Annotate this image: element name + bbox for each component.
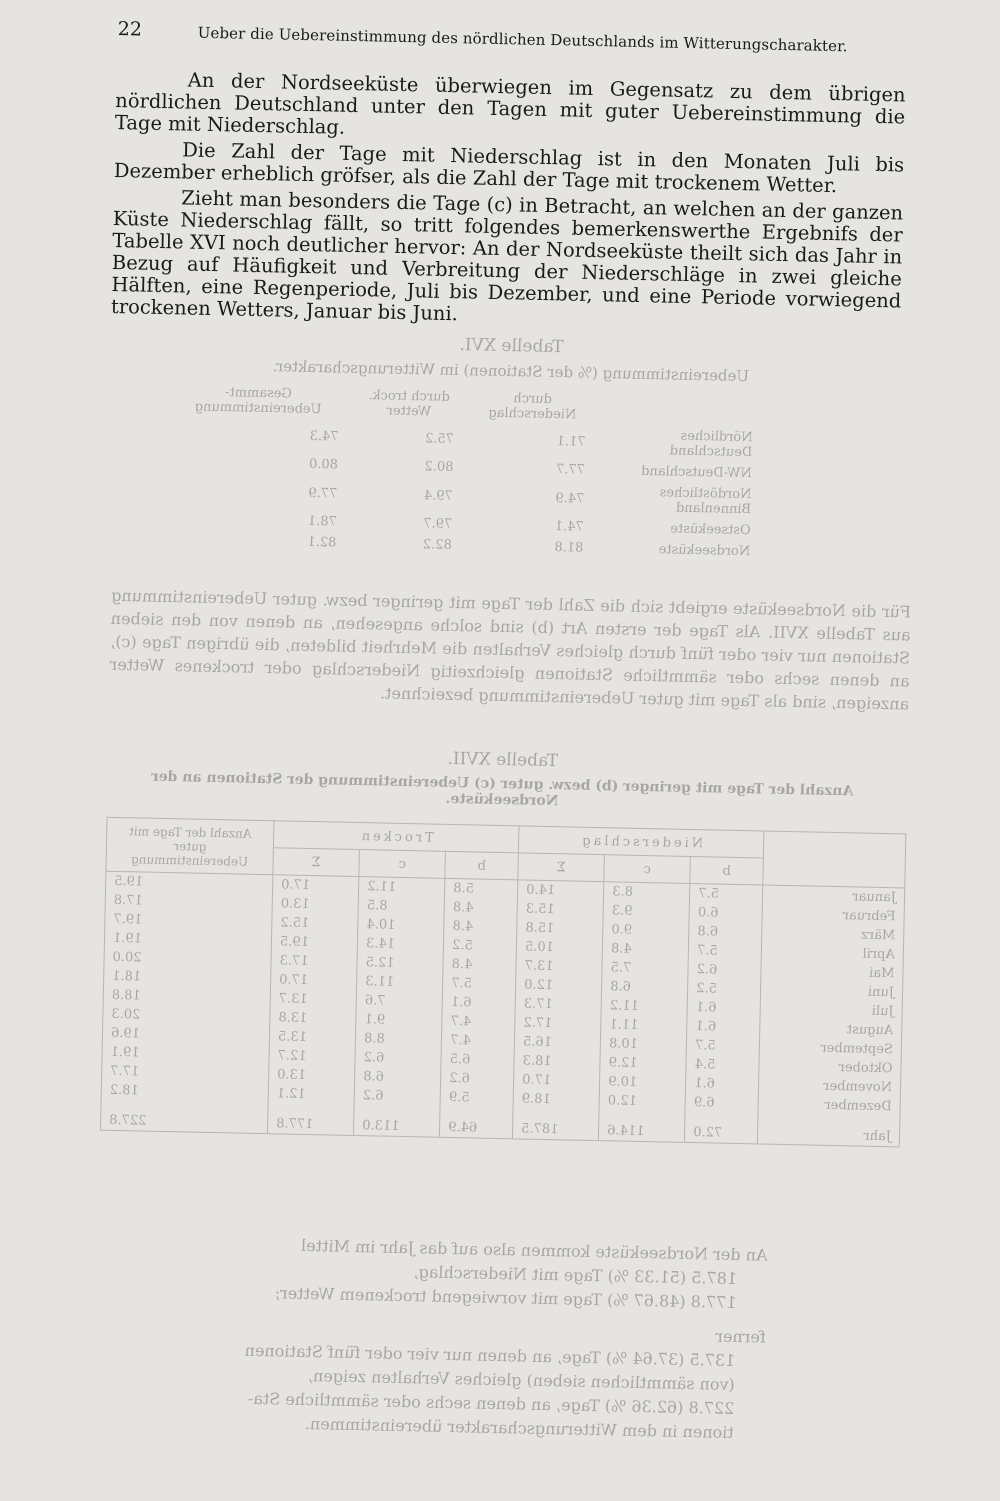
table16-cell: NW-Deutschland (640, 463, 753, 482)
table17-cell: 9.1 (356, 1010, 442, 1031)
table17-sum-cell: Jahr (757, 1113, 899, 1146)
table17-cell: 4.8 (444, 917, 517, 938)
table17-cell: 8.5 (358, 896, 444, 917)
bleed-through-reverse (83, 322, 916, 1469)
table16-cell: 74.9 (555, 490, 585, 507)
table17-cell: 9.0 (603, 920, 689, 941)
table17-cell: 19.5 (271, 932, 358, 953)
table17-cell: Oktober (759, 1056, 901, 1078)
table17-cell: 5.8 (445, 878, 518, 899)
table17-sum-cell: 113.0 (354, 1105, 441, 1137)
table17-cell: September (759, 1037, 901, 1059)
table17-cell: 6.0 (689, 903, 762, 924)
paragraph: Die Zahl der Tage mit Niederschlag ist in den Monaten Juli bis Dezember erheblich gröfser, als die Zahl der Tage mit trockenem Wetter. (113, 138, 905, 198)
bleed-line: 177.8 (48.67 %) Tage mit vorwiegend trockenem Wetter; (274, 1283, 737, 1313)
bleed-paragraph (109, 584, 911, 716)
table17-cell: 15.3 (517, 899, 603, 920)
table16-cell: 80.0 (308, 456, 339, 473)
table17-cell: Februar (762, 904, 904, 926)
table17-cell: November (758, 1075, 900, 1097)
table17-cell: 17.0 (272, 875, 359, 896)
table17-cell: 17.3 (271, 951, 358, 972)
table17-cell: 14.0 (518, 880, 604, 901)
table17-cell: 17.8 (105, 891, 272, 913)
table17-sum-cell: 64.9 (440, 1107, 514, 1139)
table17-cell: 11.2 (601, 996, 687, 1017)
table17-cell: 19.1 (102, 1043, 269, 1065)
table17-group-niederschlag: Niederschlag (518, 826, 764, 858)
table17-cell: 19.5 (106, 871, 273, 894)
table17-sum-cell: 177.8 (267, 1103, 354, 1135)
table17-cell: März (762, 923, 904, 945)
table17-cell: 13.0 (268, 1065, 355, 1086)
running-title: Ueber die Uebereinstimmung des nördlichen Deutschlands im Witterungscharakter. (197, 23, 848, 56)
table17-cell: 19.7 (105, 910, 272, 932)
table17-cell: 6.8 (602, 977, 688, 998)
table17-cell: 13.7 (270, 989, 357, 1010)
body-text (111, 68, 906, 338)
table17-cell: 9.3 (603, 901, 689, 922)
table17-cell: 4.8 (444, 898, 517, 919)
bleed-line: 187.5 (51.33 %) Tage mit Niederschlag, (413, 1262, 738, 1289)
table17-subheader-cell: b (445, 851, 518, 880)
table17-cell: 8.3 (604, 882, 690, 903)
table17 (100, 817, 906, 1148)
table17-subheader-cell: c (359, 850, 446, 879)
table17-total-header: Anzahl der Tage mit guter Uebereinstimmung (106, 817, 274, 874)
table16-cell: 75.2 (424, 430, 455, 447)
table17-cell: 8.8 (355, 1029, 441, 1050)
page-number: 22 (117, 18, 143, 41)
table17-sum-cell: 187.5 (512, 1108, 599, 1140)
table16-header-cell: Gesammt-Uebereinstimmung (194, 385, 322, 418)
table17-cell: August (760, 1018, 902, 1040)
table16-cell: 79.7 (423, 516, 453, 532)
table17-cell: Mai (761, 961, 903, 983)
table16-cell: 71.1 (556, 433, 586, 450)
paragraph: Zieht man besonders die Tage (c) in Betracht, an welchen an der ganzen Küste Niederschlag fällt, so tritt folgendes bemerkenswerthe Ergebnifs der Tabelle XVI noch deutlicher hervor: An der Nordseeküste theilt sich das Jahr in Bezug auf Häufigkeit und Verbreitung der Niederschläge in zwei gleiche Hälften, eine Regenperiode, Juli bis Dezember, und eine Periode vorwiegend trockenen Wetters, Januar bis Juni. (110, 186, 904, 326)
table16 (162, 383, 765, 563)
table17-cell: Juni (760, 980, 902, 1002)
table17-cell: 4.8 (602, 939, 688, 960)
table17-cell: 12.1 (268, 1084, 355, 1105)
table17-cell: 13.7 (516, 956, 602, 977)
table17-group-trocken: Trocken (273, 821, 519, 853)
table17-cell: 13.0 (272, 894, 359, 915)
table17-cell: 10.9 (600, 1072, 686, 1093)
table17-cell: 10.4 (358, 915, 444, 936)
table17-header-cell (763, 831, 906, 888)
table17-cell: April (761, 942, 903, 964)
table17-cell: 15.2 (272, 913, 359, 934)
table17-cell: 7.5 (602, 958, 688, 979)
table17-cell: 10.5 (516, 937, 602, 958)
table17-cell: 4.7 (442, 1012, 515, 1033)
table17-subheader-cell: Σ (273, 848, 360, 877)
table17-cell: 11.3 (357, 972, 443, 993)
table17-cell: 6.5 (441, 1050, 514, 1071)
table17-cell: 12.7 (269, 1046, 356, 1067)
table17-sum-cell: 72.0 (685, 1112, 759, 1144)
table16-cell: 82.1 (307, 534, 337, 551)
paragraph: Für die Nordseeküste ergiebt sich die Zahl der Tage mit geringer bezw. guter Uebereinstimmung aus Tabelle XVII. Als Tage der ersten Art (b) sind solche angesehen, an denen von den sieben Stationen nur vier oder fünf durch gleiches Verhalten die Mehrheit bildeten, die übrigen Tage (c), an denen sechs oder sämmtliche Stationen gleichzeitig Niederschlag oder trockenes Wetter anzeigen, sind als Tage mit guter Uebereinstimmung bezeichnet. (109, 585, 912, 714)
table16-header-cell: durch Niederschlag (488, 391, 577, 423)
table17-cell: 6.1 (686, 1074, 759, 1095)
table17-cell: 18.1 (104, 967, 271, 989)
table17-cell: 6.9 (685, 1093, 758, 1114)
table16-header-cell (598, 392, 766, 427)
table17-cell: Juli (760, 999, 902, 1021)
table17-cell: 6.2 (688, 960, 761, 981)
table17-cell: 6.2 (354, 1086, 440, 1107)
table17-cell: 7.6 (356, 991, 442, 1012)
table17-cell: 6.2 (441, 1069, 514, 1090)
table17-cell: 17.0 (270, 970, 357, 991)
table17-sum-cell: 114.6 (599, 1110, 686, 1142)
table16-cell: Ostseeküste (670, 521, 751, 539)
table17-subheader-cell: Σ (518, 853, 605, 882)
table17-cell: 11.1 (601, 1015, 687, 1036)
table17-cell: 5.2 (688, 979, 761, 1000)
table16-cell: 82.2 (422, 537, 452, 553)
table17-cell: 13.8 (270, 1008, 357, 1029)
bleed-line: ferner (715, 1326, 766, 1347)
table17-cell: 19.6 (102, 1024, 269, 1046)
table17-cell: 17.7 (102, 1062, 269, 1084)
table17-cell: 14.3 (357, 934, 443, 955)
table17-cell: 6.1 (687, 1017, 760, 1038)
table16-cell: 74.1 (554, 519, 584, 535)
table16-cell: 78.1 (307, 513, 337, 530)
table17-cell: 6.8 (355, 1067, 441, 1088)
table16-header-cell: durch trock. Wetter (368, 388, 450, 420)
bleed-line: 227.8 (62.36 %) Tage, an denen sechs oder sämmtliche Sta- (247, 1388, 735, 1419)
table17-title: Tabelle XVII. (447, 748, 559, 772)
table17-subheader-cell: c (604, 855, 691, 884)
table17-cell: 5.7 (686, 1036, 759, 1057)
table17-cell: 13.5 (269, 1027, 356, 1048)
table17-cell: 12.0 (516, 975, 602, 996)
table17-cell: 10.8 (600, 1034, 686, 1055)
table16-cell: Nordseeküste (658, 542, 751, 560)
table17-cell: 16.5 (514, 1032, 600, 1053)
table17-cell: 4.8 (443, 955, 516, 976)
table17-cell: 11.2 (359, 877, 445, 898)
table17-cell: 18.2 (101, 1081, 268, 1103)
table17-cell: 18.9 (513, 1089, 599, 1110)
table17-sum-cell: 227.8 (100, 1100, 268, 1134)
table17-cell: Dezember (758, 1094, 900, 1116)
table16-cell: 80.2 (424, 459, 454, 475)
table17-cell: 18.8 (103, 986, 270, 1008)
table17-cell: 5.7 (690, 883, 763, 904)
table17-cell: 5.9 (440, 1088, 513, 1109)
table17-cell: 12.5 (357, 953, 443, 974)
table17-cell: 20.0 (104, 948, 271, 970)
table17-cell: 19.1 (104, 929, 271, 951)
table17-caption: Anzahl der Tage mit geringer (b) bezw. guter (c) Uebereinstimmung der Stationen an der Nordseeküste. (151, 768, 854, 810)
table17-cell: 20.3 (103, 1005, 270, 1027)
table17-cell: 5.2 (443, 936, 516, 957)
table17-cell: 17.0 (514, 1070, 600, 1091)
table17-cell: 15.8 (517, 918, 603, 939)
table16-title: Tabelle XVI. (459, 335, 564, 358)
table16-cell: 77.7 (555, 462, 586, 478)
bleed-line: tionen in dem Witterungscharakter übereinstimmen. (304, 1414, 734, 1443)
table17-cell: 6.1 (442, 993, 515, 1014)
table16-cell: 81.8 (554, 540, 584, 556)
table17-cell: 6.2 (355, 1048, 441, 1069)
table17-cell: 12.0 (599, 1091, 685, 1112)
table17-cell: 12.9 (600, 1053, 686, 1074)
bleed-line: 137.5 (37.64 %) Tage, an denen nur vier oder fünf Stationen (244, 1340, 736, 1371)
paragraph: An der Nordseeküste überwiegen im Gegensatz zu dem übrigen nördlichen Deutschland unter den Tagen mit guter Uebereinstimmung die Tage mit Niederschlag. (114, 68, 906, 139)
table17-cell: 17.3 (515, 994, 601, 1015)
table16-cell: Nordöstliches Binnenland (659, 485, 752, 518)
table17-cell: 5.4 (686, 1055, 759, 1076)
table17-cell: 6.8 (689, 922, 762, 943)
table17-cell: 5.7 (443, 974, 516, 995)
table16-cell: 77.9 (308, 485, 338, 502)
bleed-line: An der Nordseeküste kommen also auf das Jahr im Mittel (300, 1235, 768, 1265)
table16-cell: Nördliches Deutschland (669, 428, 753, 461)
table16-cell: 74.3 (309, 428, 339, 445)
table16-caption: Uebereinstimmung (% der Stationen) im Witterungscharakter. (272, 357, 750, 386)
table17-cell: 4.7 (441, 1031, 514, 1052)
table16-cell: 79.4 (423, 487, 453, 504)
table17-cell: Januar (762, 885, 904, 907)
table17-cell: 5.7 (688, 941, 761, 962)
table17-cell: 6.1 (687, 998, 760, 1019)
table17-cell: 18.3 (514, 1051, 600, 1072)
table17-cell: 17.2 (515, 1013, 601, 1034)
table17-subheader-cell: b (690, 856, 763, 885)
page-header (117, 18, 848, 69)
bleed-line: (von sämmtlichen sieben) gleiches Verhalten zeigen, (307, 1366, 735, 1395)
